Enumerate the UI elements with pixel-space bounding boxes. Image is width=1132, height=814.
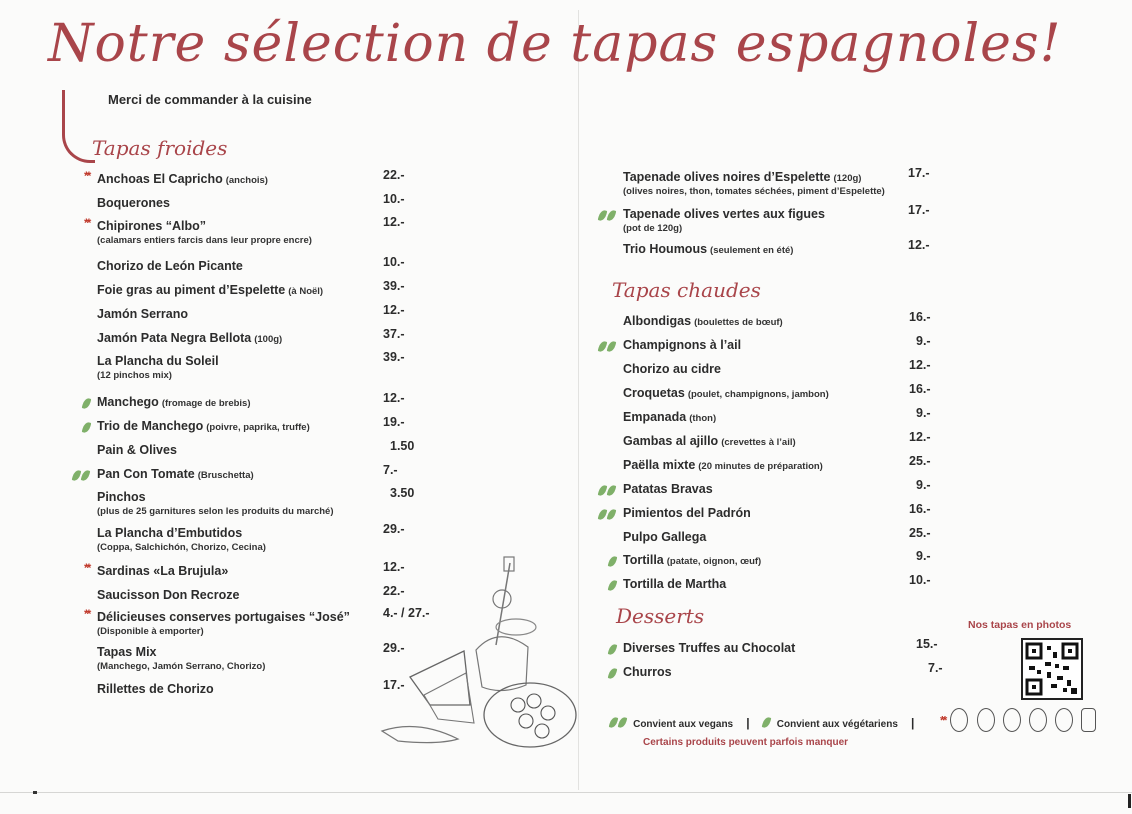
menu-item-line (623, 334, 741, 353)
menu-item-name: Pain & Olives (97, 443, 177, 457)
legend-vegetarian: Convient aux végétariens (776, 719, 898, 730)
menu-item (623, 382, 829, 401)
menu-item (97, 415, 310, 434)
leaf-icon (82, 397, 92, 409)
seafood-icon (1003, 708, 1021, 732)
menu-item-note: (boulettes de bœuf) (694, 317, 783, 328)
menu-item-price: 9.- (916, 478, 931, 492)
menu-item-price: 12.- (908, 238, 930, 252)
menu-item-price: 17.- (908, 203, 930, 217)
menu-item (97, 606, 350, 637)
menu-item-line (623, 637, 795, 656)
menu-item-name: Diverses Truffes au Chocolat (623, 641, 796, 655)
vegan-leaf-icons (599, 205, 617, 224)
menu-item-description: (calamars entiers farcis dans leur propre encre) (97, 235, 312, 246)
menu-item (623, 430, 796, 449)
menu-item-line (623, 430, 796, 449)
menu-item-name: Trio de Manchego (97, 419, 204, 433)
menu-item-line (623, 454, 823, 473)
menu-item-price: 9.- (916, 549, 931, 563)
menu-item-line (623, 358, 721, 377)
menu-item-price: 10.- (383, 192, 405, 206)
menu-item-price: 22.- (383, 168, 405, 182)
page-fold (578, 10, 579, 790)
menu-item-price: 12.- (909, 358, 931, 372)
menu-item-price: 29.- (383, 522, 405, 536)
menu-item-name: Croquetas (623, 386, 685, 400)
menu-item-note: (100g) (254, 334, 283, 345)
allergen-mark: ** (940, 713, 946, 728)
section-title-desserts: Desserts (616, 604, 705, 628)
menu-item-line (97, 678, 214, 697)
menu-item (623, 661, 672, 680)
menu-item-name: Tapenade olives noires d’Espelette (623, 170, 831, 184)
menu-item (623, 573, 726, 592)
menu-item (97, 584, 239, 603)
vegan-leaf-icons (599, 336, 617, 355)
scan-dot (33, 791, 37, 794)
menu-item-price: 39.- (383, 279, 405, 293)
menu-item-line (623, 478, 713, 497)
menu-item-name: Chorizo de León Picante (97, 259, 243, 273)
menu-item (623, 454, 823, 473)
diet-legend (610, 712, 922, 731)
leaf-icon (607, 508, 617, 520)
menu-item (623, 310, 783, 329)
menu-item-line (97, 641, 265, 660)
menu-item-description: (plus de 25 garnitures selon les produits du marché) (97, 506, 334, 517)
section-title-tapas-froides: Tapas froides (92, 136, 228, 160)
menu-item-name: Pulpo Gallega (623, 530, 707, 544)
availability-warning: Certains produits peuvent parfois manquer (643, 737, 849, 748)
leaf-icon (607, 209, 617, 221)
menu-item-name: Manchego (97, 395, 159, 409)
menu-item-price: 12.- (383, 303, 405, 317)
menu-item (97, 439, 177, 458)
menu-item-line (623, 203, 825, 222)
menu-item (97, 463, 254, 482)
menu-item (97, 486, 334, 517)
menu-item-line (623, 526, 706, 545)
shellfish-icon (950, 708, 968, 732)
leaf-icon (608, 643, 618, 655)
menu-item-price: 25.- (909, 454, 931, 468)
menu-item-line (97, 192, 170, 211)
menu-item-name: Tortilla de Martha (623, 577, 727, 591)
fish-icon (977, 708, 995, 732)
menu-item-price: 12.- (909, 430, 931, 444)
vegan-leaf-icons (73, 465, 91, 484)
menu-item-price: 29.- (383, 641, 405, 655)
leaf-icon (608, 579, 618, 591)
menu-item-note: (crevettes à l’ail) (721, 437, 796, 448)
menu-item-name: Patatas Bravas (623, 482, 713, 496)
menu-item-note: (patate, oignon, œuf) (666, 556, 762, 567)
menu-item-price: 7.- (928, 661, 943, 675)
menu-item (623, 526, 706, 545)
menu-item-name: Jamón Serrano (97, 307, 189, 321)
menu-item (97, 303, 188, 322)
menu-item (97, 279, 323, 298)
menu-item-price: 1.50 (390, 439, 415, 453)
menu-item-name: Trio Houmous (623, 242, 708, 256)
menu-item-price: 16.- (909, 382, 931, 396)
tapas-sketch-illustration (378, 555, 578, 755)
menu-item-note: (120g) (833, 173, 862, 184)
legend-vegan: Convient aux vegans (633, 719, 734, 730)
menu-item (623, 637, 795, 656)
vegetarian-leaf-icon (609, 551, 618, 570)
vegetarian-leaf-icon (609, 575, 618, 594)
leaf-icon (608, 667, 618, 679)
menu-item (623, 502, 751, 521)
menu-item-price: 10.- (909, 573, 931, 587)
can-icon (1081, 708, 1096, 732)
legend-separator: | (746, 716, 750, 730)
menu-item-price: 17.- (383, 678, 405, 692)
menu-item-price: 16.- (909, 310, 931, 324)
title-flourish (62, 90, 95, 163)
menu-item-name: Pimientos del Padrón (623, 506, 751, 520)
menu-item-name: Champignons à l’ail (623, 338, 742, 352)
menu-item (97, 678, 214, 697)
menu-item-description: (12 pinchos mix) (97, 370, 172, 381)
menu-item-name: La Plancha du Soleil (97, 354, 219, 368)
allergen-mark: ** (84, 607, 90, 621)
menu-item-name: Tortilla (623, 553, 664, 567)
menu-item-line (97, 522, 266, 541)
bottom-edge (0, 792, 1132, 793)
menu-item-note: (20 minutes de préparation) (698, 461, 823, 472)
menu-item-description: (pot de 120g) (623, 223, 683, 234)
menu-item-name: Sardinas «La Brujula» (97, 564, 229, 578)
menu-item-name: Pan Con Tomate (97, 467, 195, 481)
menu-item-line (97, 350, 219, 369)
allergen-mark: ** (84, 216, 90, 230)
menu-item-name: Tapas Mix (97, 645, 157, 659)
menu-item-price: 12.- (383, 391, 405, 405)
menu-item (97, 522, 266, 553)
menu-item-price: 15.- (916, 637, 938, 651)
menu-item-name: Chorizo au cidre (623, 362, 721, 376)
menu-item-line (97, 255, 243, 274)
menu-subtitle: Merci de commander à la cuisine (108, 92, 312, 107)
menu-item (97, 641, 265, 672)
menu-item-price: 9.- (916, 406, 931, 420)
menu-item-line (623, 382, 829, 401)
menu-item-line (97, 584, 239, 603)
mollusc-icon (1029, 708, 1047, 732)
menu-item-line (623, 406, 716, 425)
menu-item-description: (Coppa, Salchichón, Chorizo, Cecina) (97, 542, 266, 553)
menu-item (97, 327, 282, 346)
menu-item-line (97, 606, 350, 625)
menu-item-price: 19.- (383, 415, 405, 429)
menu-item-note: (thon) (689, 413, 717, 424)
menu-item-line (97, 560, 228, 579)
menu-item (97, 168, 268, 187)
vegetarian-leaf-icon (83, 417, 92, 436)
menu-item-note: (Bruschetta) (197, 470, 254, 481)
menu-item-line (97, 303, 188, 322)
menu-item-price: 4.- / 27.- (383, 606, 430, 620)
menu-item (97, 215, 312, 246)
leaf-icon (607, 340, 617, 352)
allergen-mark: ** (84, 169, 90, 183)
menu-item-name: Délicieuses conserves portugaises “José” (97, 610, 350, 624)
menu-item-line (97, 168, 268, 187)
menu-item-line (623, 573, 726, 592)
menu-item-price: 12.- (383, 560, 405, 574)
menu-item-line (97, 215, 312, 234)
menu-item-name: Tapenade olives vertes aux figues (623, 207, 825, 221)
menu-item (97, 350, 219, 381)
menu-item-price: 22.- (383, 584, 405, 598)
menu-item-name: Foie gras au piment d’Espelette (97, 283, 286, 297)
menu-item-note: (fromage de brebis) (161, 398, 251, 409)
menu-item (97, 560, 228, 579)
menu-item-line (97, 463, 254, 482)
menu-item-line (97, 415, 310, 434)
menu-item-line (97, 327, 282, 346)
menu-item (97, 255, 243, 274)
leaf-icon (761, 716, 771, 728)
vegan-leaf-icons (599, 480, 617, 499)
legend-separator: | (911, 716, 915, 730)
menu-item (623, 478, 713, 497)
menu-item-price: 7.- (383, 463, 398, 477)
menu-item-line (623, 238, 793, 257)
menu-item-line (623, 661, 672, 680)
menu-item-name: Churros (623, 665, 672, 679)
leaf-icon (607, 484, 617, 496)
menu-item-price: 9.- (916, 334, 931, 348)
vegan-leaf-icons (599, 504, 617, 523)
menu-item-note: (anchois) (225, 175, 268, 186)
menu-item (623, 203, 825, 234)
menu-item-name: Boquerones (97, 196, 170, 210)
menu-item-name: Chipirones “Albo” (97, 219, 207, 233)
menu-item-name: Rillettes de Chorizo (97, 682, 214, 696)
menu-item-price: 25.- (909, 526, 931, 540)
menu-item (623, 406, 716, 425)
menu-title: Notre sélection de tapas espagnoles! (48, 14, 1062, 74)
menu-item-note: (seulement en été) (710, 245, 794, 256)
menu-item-line (97, 391, 251, 410)
menu-item-price: 16.- (909, 502, 931, 516)
menu-item-name: Gambas al ajillo (623, 434, 719, 448)
menu-item-price: 37.- (383, 327, 405, 341)
vegetarian-leaf-icon (609, 639, 618, 658)
menu-item-price: 12.- (383, 215, 405, 229)
menu-item (623, 549, 761, 568)
menu-item-description: (Manchego, Jamón Serrano, Chorizo) (97, 661, 266, 672)
menu-item-price: 39.- (383, 350, 405, 364)
allergen-mark: ** (84, 561, 90, 575)
menu-item (623, 166, 885, 197)
menu-item-note: (poivre, paprika, truffe) (206, 422, 310, 433)
scan-mark (1128, 794, 1131, 808)
allergen-icons (940, 708, 1099, 732)
leaf-icon (618, 716, 628, 728)
photos-label: Nos tapas en photos (968, 619, 1072, 631)
menu-item-line (97, 486, 334, 505)
qr-code[interactable] (1021, 638, 1083, 700)
menu-item-line (97, 279, 323, 298)
menu-item (623, 238, 793, 257)
qr-code-icon (1023, 640, 1081, 698)
menu-item-name: Albondigas (623, 314, 692, 328)
menu-item-note: (poulet, champignons, jambon) (687, 389, 829, 400)
menu-item-price: 3.50 (390, 486, 415, 500)
menu-item-name: Paëlla mixte (623, 458, 696, 472)
menu-item-note: (à Noël) (288, 286, 324, 297)
menu-item-price: 17.- (908, 166, 930, 180)
vegetarian-leaf-icon (609, 663, 618, 682)
menu-item-price: 10.- (383, 255, 405, 269)
menu-item-description: (Disponible à emporter) (97, 626, 204, 637)
menu-item-line (97, 439, 177, 458)
vegetarian-leaf-icon (83, 393, 92, 412)
menu-item-line (623, 549, 761, 568)
menu-item (97, 391, 251, 410)
crustacean-icon (1055, 708, 1073, 732)
menu-item-name: Saucisson Don Recroze (97, 588, 240, 602)
leaf-icon (608, 555, 618, 567)
menu-item-line (623, 310, 783, 329)
leaf-icon (82, 421, 92, 433)
menu-item-line (623, 502, 751, 521)
menu-item-name: Jamón Pata Negra Bellota (97, 331, 252, 345)
menu-item-name: Empanada (623, 410, 687, 424)
leaf-icon (81, 469, 91, 481)
menu-item (623, 334, 741, 353)
menu-item-description: (olives noires, thon, tomates séchées, piment d’Espelette) (623, 186, 885, 197)
menu-item-name: Pinchos (97, 490, 146, 504)
menu-item-name: La Plancha d’Embutidos (97, 526, 243, 540)
menu-item (97, 192, 170, 211)
menu-item-line (623, 166, 885, 185)
menu-item (623, 358, 721, 377)
section-title-tapas-chaudes: Tapas chaudes (612, 278, 761, 302)
menu-item-name: Anchoas El Capricho (97, 172, 223, 186)
